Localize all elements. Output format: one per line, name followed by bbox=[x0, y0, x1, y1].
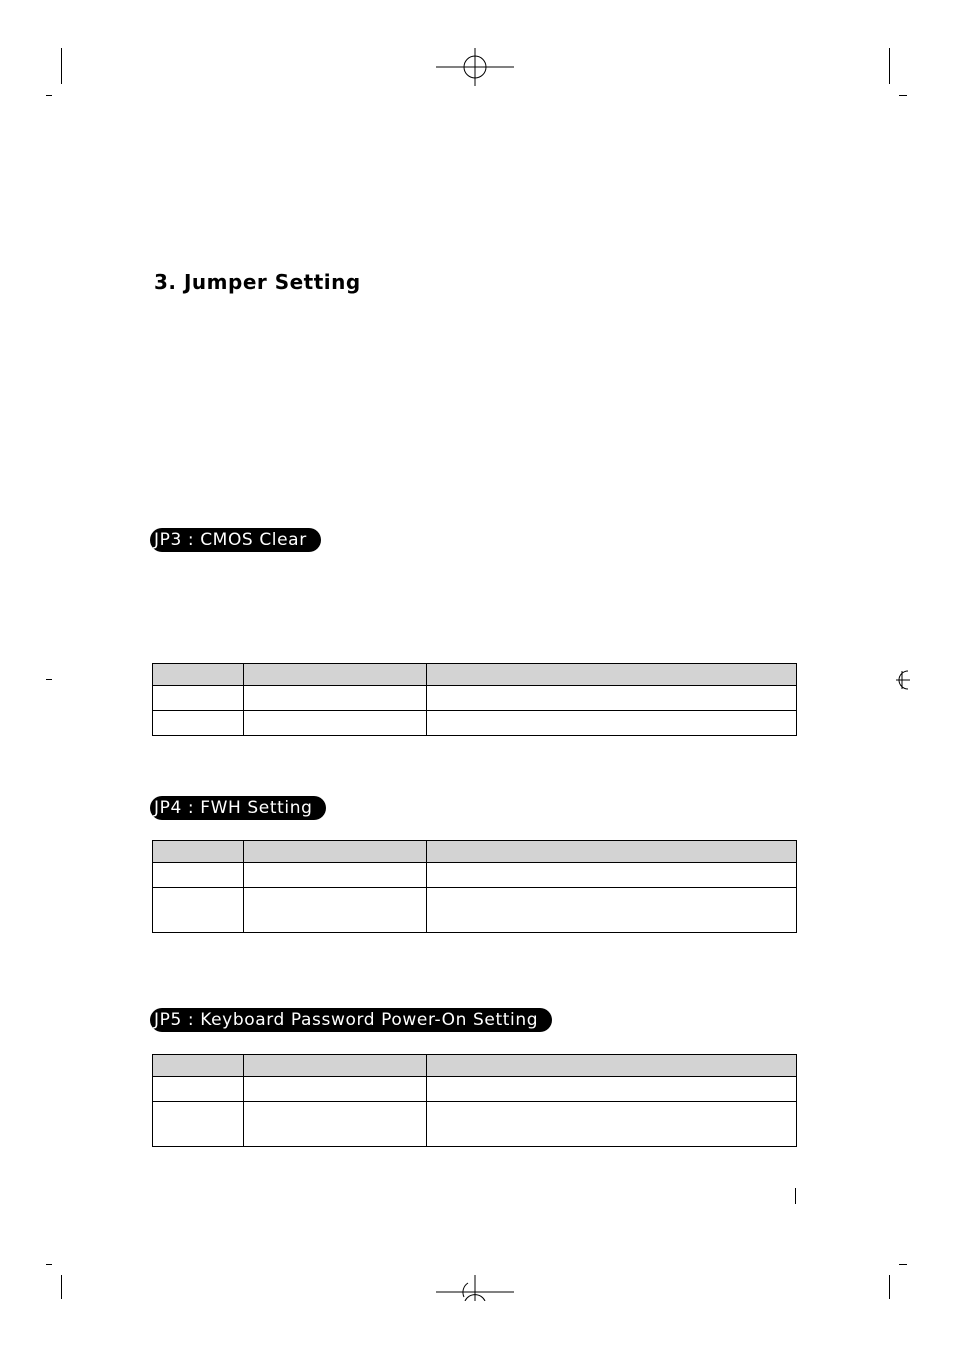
table-header-row bbox=[153, 664, 797, 686]
table-row bbox=[153, 863, 797, 888]
crop-mark-top-right bbox=[889, 48, 890, 84]
table-cell bbox=[427, 1077, 797, 1102]
table-cell bbox=[153, 1102, 244, 1147]
table-row bbox=[153, 1102, 797, 1147]
header-cell bbox=[153, 841, 244, 863]
header-cell bbox=[427, 1055, 797, 1077]
table-row bbox=[153, 888, 797, 933]
crop-mark-bottom-right bbox=[889, 1275, 890, 1299]
jp3-label: JP3 : CMOS Clear bbox=[150, 528, 321, 552]
table-header-row bbox=[153, 841, 797, 863]
table-cell bbox=[153, 1077, 244, 1102]
table-row bbox=[153, 711, 797, 736]
table-cell bbox=[153, 863, 244, 888]
table-header-row bbox=[153, 1055, 797, 1077]
crop-tick-bottom-right bbox=[899, 1264, 907, 1265]
crop-tick-top-left bbox=[46, 95, 52, 96]
jp5-table bbox=[152, 1054, 797, 1147]
table-cell bbox=[244, 711, 427, 736]
table-cell bbox=[427, 888, 797, 933]
table-cell bbox=[427, 711, 797, 736]
header-cell bbox=[427, 664, 797, 686]
registration-mark-right bbox=[896, 669, 910, 691]
table-cell bbox=[153, 888, 244, 933]
crop-tick-middle-left bbox=[46, 679, 52, 680]
crop-mark-bottom-left bbox=[61, 1275, 62, 1299]
table-cell bbox=[153, 711, 244, 736]
jp3-table bbox=[152, 663, 797, 736]
table-cell bbox=[427, 863, 797, 888]
table-row bbox=[153, 686, 797, 711]
table-cell bbox=[427, 1102, 797, 1147]
header-cell bbox=[153, 1055, 244, 1077]
header-cell bbox=[427, 841, 797, 863]
table-cell bbox=[244, 888, 427, 933]
table-cell bbox=[244, 863, 427, 888]
crop-tick-top-right bbox=[899, 95, 907, 96]
table-cell bbox=[153, 686, 244, 711]
registration-mark-bottom bbox=[436, 1275, 514, 1301]
jp4-table bbox=[152, 840, 797, 933]
page-edge-mark bbox=[795, 1188, 796, 1204]
header-cell bbox=[244, 841, 427, 863]
crop-tick-bottom-left bbox=[46, 1264, 52, 1265]
header-cell bbox=[244, 664, 427, 686]
section-title: 3. Jumper Setting bbox=[154, 270, 361, 294]
header-cell bbox=[244, 1055, 427, 1077]
table-cell bbox=[244, 1077, 427, 1102]
table-cell bbox=[427, 686, 797, 711]
header-cell bbox=[153, 664, 244, 686]
table-row bbox=[153, 1077, 797, 1102]
jp4-label: JP4 : FWH Setting bbox=[150, 796, 326, 820]
table-cell bbox=[244, 686, 427, 711]
table-cell bbox=[244, 1102, 427, 1147]
registration-mark-top bbox=[436, 48, 514, 86]
jp5-label: JP5 : Keyboard Password Power-On Setting bbox=[150, 1008, 552, 1032]
crop-mark-top-left bbox=[61, 48, 62, 84]
